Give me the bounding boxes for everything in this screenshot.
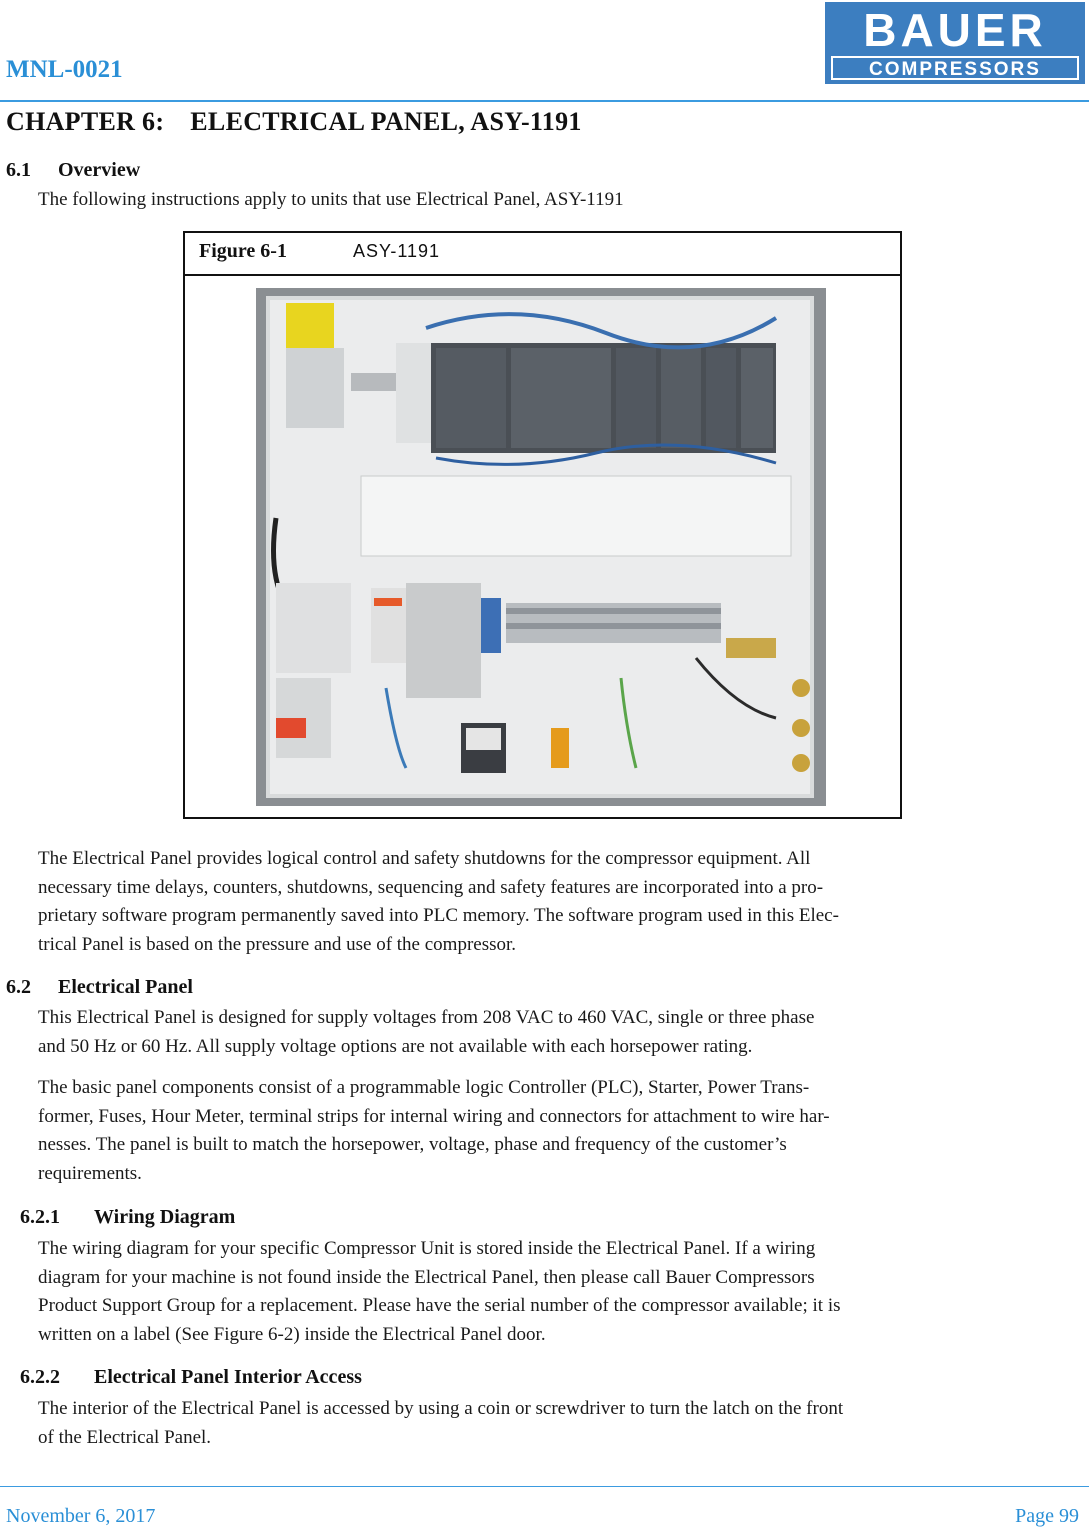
text-line: former, Fuses, Hour Meter, terminal strips for internal wiring and connectors for attachment to wire har-	[38, 1105, 830, 1127]
text-line: prietary software program permanently saved into PLC memory. The software program used in this Elec-	[38, 905, 839, 926]
text-line: requirements.	[38, 1162, 142, 1184]
text-line: This Electrical Panel is designed for supply voltages from 208 VAC to 460 VAC, single or three phase	[38, 1007, 815, 1028]
footer-divider	[0, 1486, 1089, 1487]
page-number: Page 99	[1015, 1505, 1079, 1527]
text-line: The Electrical Panel provides logical control and safety shutdowns for the compressor equipment. All	[38, 848, 811, 869]
figure-6-1	[183, 231, 902, 819]
text-line: nesses. The panel is built to match the horsepower, voltage, phase and frequency of the customer’s	[38, 1134, 787, 1155]
text-line: The wiring diagram for your specific Compressor Unit is stored inside the Electrical Panel. If a wiring	[38, 1238, 816, 1259]
text-line: and 50 Hz or 60 Hz. All supply voltage options are not available with each horsepower rating.	[38, 1035, 753, 1057]
electrical-panel-paragraph-1	[38, 1004, 814, 1061]
document-id: MNL-0021	[6, 56, 123, 83]
footer-date: November 6, 2017	[6, 1505, 156, 1527]
section-number: 6.2	[6, 976, 31, 998]
text-line: The interior of the Electrical Panel is accessed by using a coin or screwdriver to turn the latch on the front	[38, 1398, 844, 1419]
section-heading-6-2-2	[20, 1366, 362, 1389]
section-heading-6-2-1	[20, 1206, 235, 1229]
section-title: Overview	[58, 159, 141, 181]
section-title: Wiring Diagram	[94, 1206, 236, 1228]
text-line: necessary time delays, counters, shutdowns, sequencing and safety features are incorporated into a pro-	[38, 876, 824, 898]
chapter-number: CHAPTER 6:	[6, 107, 165, 136]
section-title: Electrical Panel	[58, 976, 193, 998]
wiring-diagram-paragraph	[38, 1235, 841, 1349]
interior-access-paragraph	[38, 1395, 843, 1452]
svg-text:COMPRESSORS: COMPRESSORS	[869, 59, 1041, 80]
section-heading-6-2	[6, 976, 193, 999]
section-number: 6.1	[6, 159, 31, 181]
text-line: diagram for your machine is not found inside the Electrical Panel, then please call Bauer Compressors	[38, 1266, 815, 1288]
figure-label: Figure 6-1	[199, 240, 287, 262]
text-line: Product Support Group for a replacement. Please have the serial number of the compressor available; it is	[38, 1295, 841, 1316]
header-divider	[0, 100, 1089, 102]
figure-caption	[185, 233, 900, 276]
text-line: trical Panel is based on the pressure and use of the compressor.	[38, 933, 517, 955]
overview-intro: The following instructions apply to units that use Electrical Panel, ASY-1191	[38, 189, 624, 210]
chapter-title	[6, 107, 582, 137]
section-heading-6-1	[6, 159, 140, 182]
chapter-name: ELECTRICAL PANEL, ASY-1191	[190, 107, 582, 136]
section-number: 6.2.2	[20, 1366, 60, 1388]
svg-text:BAUER: BAUER	[863, 4, 1047, 56]
text-line: written on a label (See Figure 6-2) inside the Electrical Panel door.	[38, 1323, 546, 1345]
section-number: 6.2.1	[20, 1206, 60, 1228]
overview-paragraph	[38, 845, 839, 959]
electrical-panel-paragraph-2	[38, 1074, 830, 1188]
electrical-panel-photo	[256, 288, 826, 806]
text-line: The basic panel components consist of a programmable logic Controller (PLC), Starter, Power Trans-	[38, 1077, 810, 1098]
text-line: of the Electrical Panel.	[38, 1426, 212, 1448]
section-title: Electrical Panel Interior Access	[94, 1366, 362, 1388]
figure-title: ASY-1191	[353, 241, 441, 261]
bauer-compressors-logo	[823, 0, 1087, 86]
